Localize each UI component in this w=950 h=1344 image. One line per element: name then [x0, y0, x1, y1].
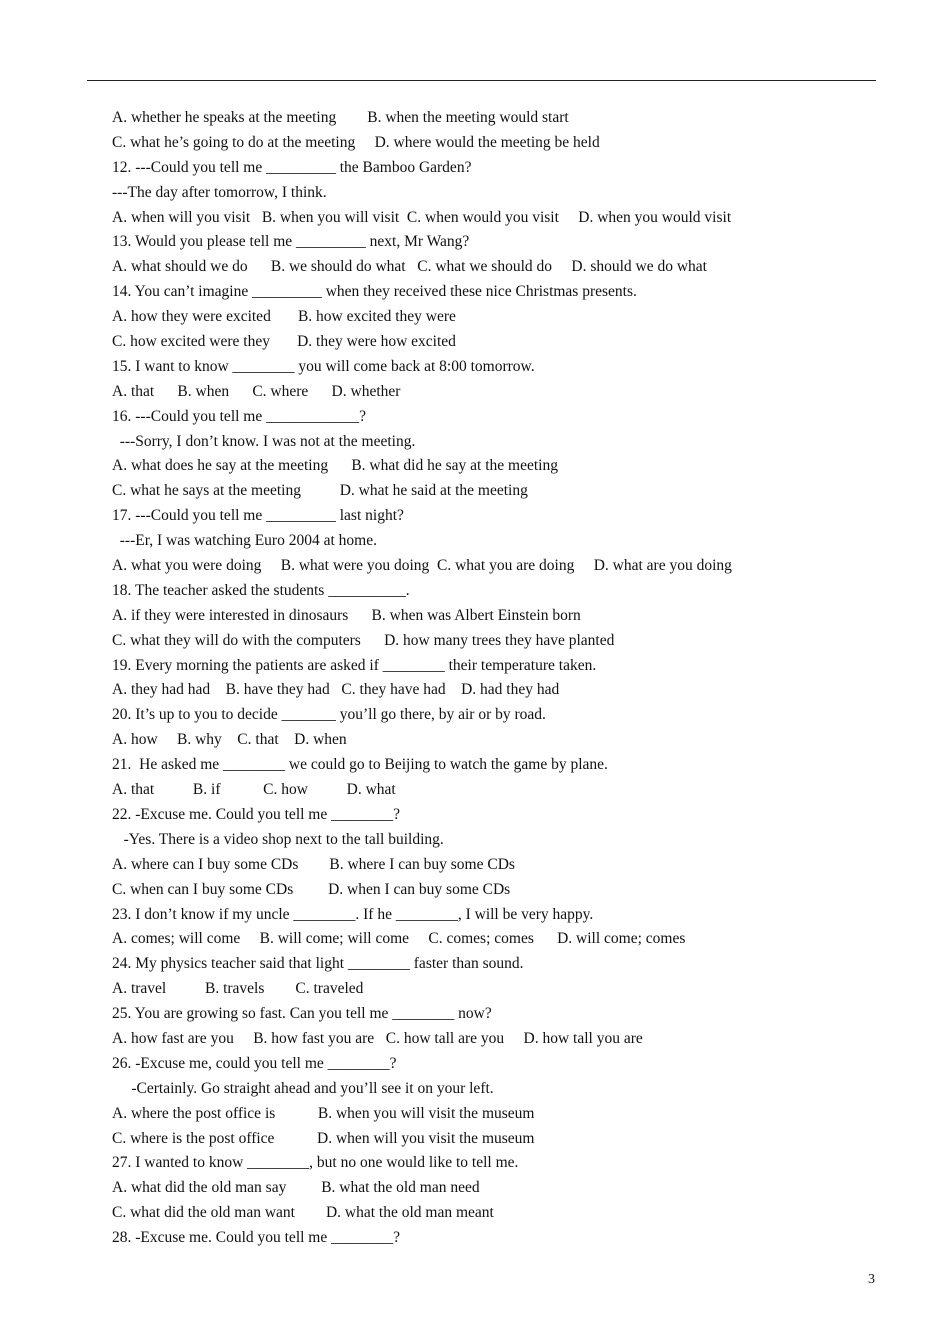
header-rule: [87, 80, 876, 81]
text-line: 20. It’s up to you to decide _______ you’ll go there, by air or by road.: [112, 706, 546, 724]
text-line: A. how they were excited B. how excited they were: [112, 308, 456, 326]
text-line: A. whether he speaks at the meeting B. when the meeting would start: [112, 109, 569, 126]
document-body: [112, 106, 912, 1251]
page-number: 3: [868, 1272, 875, 1287]
text-line: A. travel B. travels C. traveled: [112, 980, 364, 998]
text-line: A. they had had B. have they had C. they have had D. had they had: [112, 681, 560, 699]
text-line: ---The day after tomorrow, I think.: [112, 183, 327, 201]
text-line: 16. ---Could you tell me ____________?: [112, 407, 366, 425]
text-line: 27. I wanted to know ________, but no one would like to tell me.: [112, 1154, 519, 1172]
text-line: 12. ---Could you tell me _________ the Bamboo Garden?: [112, 158, 472, 176]
text-line: 26. -Excuse me, could you tell me ________?: [112, 1054, 397, 1072]
text-line: A. that B. when C. where D. whether: [112, 382, 401, 400]
text-line: A. when will you visit B. when you will visit C. when would you visit D. when you would visit: [112, 208, 732, 226]
text-line: A. where the post office is B. when you will visit the museum: [112, 1104, 535, 1122]
text-line: A. what should we do B. we should do what C. what we should do D. should we do what: [112, 258, 707, 276]
text-line: 23. I don’t know if my uncle ________. If he ________, I will be very happy.: [112, 905, 594, 923]
text-line: -Yes. There is a video shop next to the tall building.: [112, 830, 444, 848]
text-line: A. what did the old man say B. what the old man need: [112, 1179, 480, 1197]
text-line: A. that B. if C. how D. what: [112, 781, 396, 799]
text-line: -Certainly. Go straight ahead and you’ll see it on your left.: [112, 1079, 494, 1097]
text-line: ---Er, I was watching Euro 2004 at home.: [112, 532, 377, 550]
text-line: 19. Every morning the patients are asked if ________ their temperature taken.: [112, 656, 597, 674]
text-line: C. what did the old man want D. what the old man meant: [112, 1204, 494, 1222]
text-line: C. what he’s going to do at the meeting D. where would the meeting be held: [112, 133, 600, 151]
text-line: 14. You can’t imagine _________ when they received these nice Christmas presents.: [112, 283, 637, 301]
text-line: 24. My physics teacher said that light ________ faster than sound.: [112, 955, 524, 973]
text-line: 13. Would you please tell me _________ next, Mr Wang?: [112, 233, 470, 251]
text-line: A. comes; will come B. will come; will come C. comes; comes D. will come; comes: [112, 930, 686, 948]
text-line: A. what does he say at the meeting B. what did he say at the meeting: [112, 457, 558, 475]
text-line: 25. You are growing so fast. Can you tell me ________ now?: [112, 1005, 492, 1023]
text-line: 17. ---Could you tell me _________ last night?: [112, 507, 404, 525]
text-line: 18. The teacher asked the students __________.: [112, 581, 410, 599]
text-line: A. how B. why C. that D. when: [112, 731, 347, 749]
text-line: C. what he says at the meeting D. what he said at the meeting: [112, 482, 528, 500]
text-line: A. how fast are you B. how fast you are C. how tall are you D. how tall you are: [112, 1029, 643, 1047]
text-line: A. if they were interested in dinosaurs B. when was Albert Einstein born: [112, 606, 581, 624]
text-line: C. how excited were they D. they were how excited: [112, 333, 456, 351]
text-line: A. what you were doing B. what were you doing C. what you are doing D. what are you doing: [112, 557, 732, 575]
text-line: C. when can I buy some CDs D. when I can buy some CDs: [112, 880, 511, 898]
text-line: C. where is the post office D. when will you visit the museum: [112, 1129, 535, 1147]
text-line: ---Sorry, I don’t know. I was not at the meeting.: [112, 432, 416, 450]
text-line: 21. He asked me ________ we could go to Beijing to watch the game by plane.: [112, 756, 608, 774]
text-line: 15. I want to know ________ you will come back at 8:00 tomorrow.: [112, 357, 535, 375]
text-line: C. what they will do with the computers D. how many trees they have planted: [112, 631, 615, 649]
text-line: A. where can I buy some CDs B. where I can buy some CDs: [112, 855, 515, 873]
text-line: 22. -Excuse me. Could you tell me ________?: [112, 805, 400, 823]
text-line: 28. -Excuse me. Could you tell me ________?: [112, 1229, 400, 1247]
